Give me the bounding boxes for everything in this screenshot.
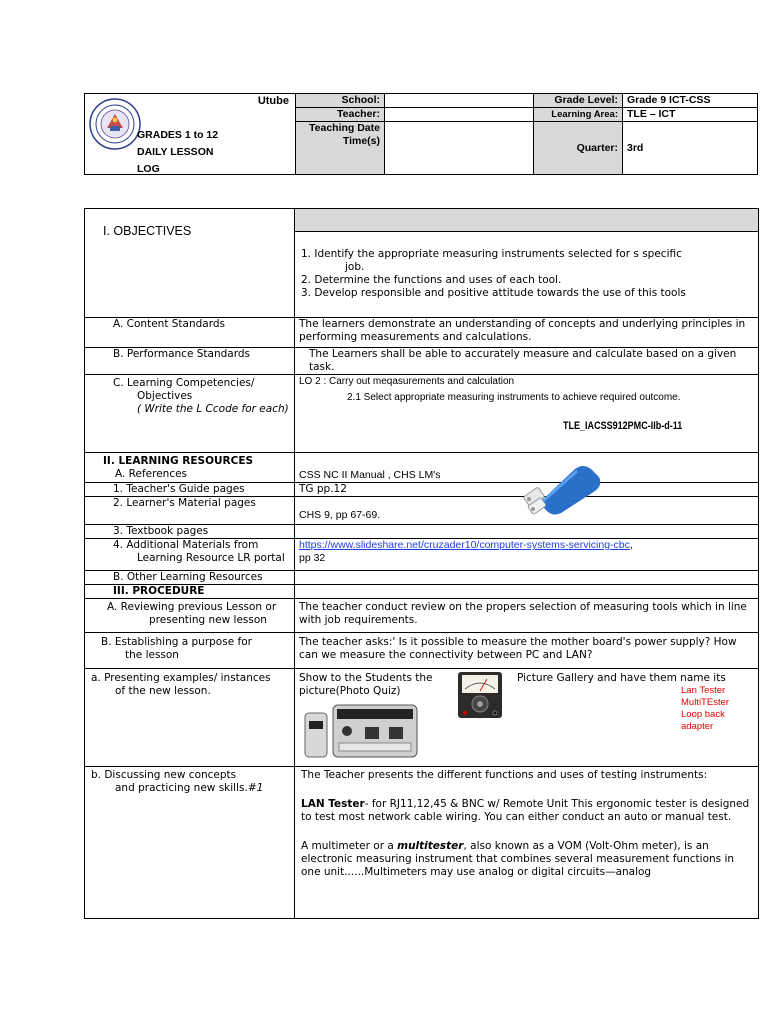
grade-level-value: Grade 9 ICT-CSS (623, 94, 758, 108)
school-name-top: Utube (257, 95, 289, 107)
discussing-label (85, 767, 295, 919)
resources-heading-cell (85, 453, 295, 483)
review-label-2: presenting new lesson (149, 614, 267, 626)
additional-label (85, 539, 295, 571)
teaching-date-value (385, 122, 534, 175)
dll-title (137, 127, 218, 178)
competencies-label-3: ( Write the L Ccode for each) (137, 403, 289, 415)
references-value (295, 453, 759, 483)
examples-value (295, 669, 759, 767)
additional-label-2: Learning Resource LR portal (137, 552, 285, 564)
additional-pages: pp 32 (299, 552, 326, 564)
competencies-label-2: Objectives (137, 390, 193, 402)
lan-tester-title: LAN Tester (301, 798, 365, 810)
lan-tester-desc (301, 798, 754, 824)
objectives-heading: I. OBJECTIVES (103, 224, 192, 238)
school-value (385, 94, 534, 108)
lan-tester-image (303, 701, 421, 763)
lan-tester-text: - for RJ11,12,45 & BNC w/ Remote Unit This ergonomic tester is designed to test most network cable wiring. You can either conduct an auto or manual test. (301, 798, 750, 823)
discussing-label-1: b. Discussing new concepts (91, 769, 237, 781)
slideshare-link[interactable]: https://www.slideshare.net/cruzader10/computer-systems-servicing-cbc (299, 539, 630, 551)
learning-area-value: TLE – ICT (623, 108, 758, 122)
additional-value (295, 539, 759, 571)
multi-text: , also known as a VOM (Volt-Ohm meter), is an electronic measuring instrument that combines several measurement functions in one unit......Multimeters may use analog or digital circuits—analog (301, 840, 735, 878)
competencies-value (295, 375, 759, 453)
other-label: B. Other Learning Resources (85, 571, 295, 585)
objective-item: 2. Determine the functions and uses of each tool. (301, 274, 562, 286)
review-label (85, 599, 295, 633)
objective-item: 1. Identify the appropriate measuring instruments selected for s specific (301, 248, 682, 260)
lesson-table (84, 208, 759, 919)
discussing-label-2: and practicing new skills. (115, 782, 248, 794)
multitester-image (457, 671, 503, 719)
teacher-label: Teacher: (296, 108, 385, 122)
time-text: Time(s) (342, 135, 380, 148)
examples-text-1: Show to the Students the (299, 672, 433, 684)
competencies-label-1: C. Learning Competencies/ (113, 377, 255, 389)
quarter-label: Quarter: (534, 122, 623, 175)
purpose-label-2: the lesson (125, 649, 179, 661)
lc-code: TLE_IACSS912PMC-IIb-d-11 (563, 420, 683, 432)
title-line-3: LOG (137, 163, 160, 175)
discussing-intro: The Teacher presents the different functions and uses of testing instruments: (301, 769, 708, 781)
grade-level-label: Grade Level: (534, 94, 623, 108)
review-value: The teacher conduct review on the propers selection of measuring tools which in line with job requirements. (295, 599, 759, 633)
resources-heading: II. LEARNING RESOURCES (103, 455, 254, 467)
examples-label (85, 669, 295, 767)
textbook-value (295, 525, 759, 539)
red-label: Loop back (681, 709, 725, 720)
lm-label: 2. Learner's Material pages (85, 497, 295, 525)
quarter-value: 3rd (623, 122, 758, 175)
content-standards-label: A. Content Standards (85, 318, 295, 348)
link-suffix: , (629, 539, 633, 551)
lo-line-1: LO 2 : Carry out meqasurements and calculation (299, 376, 515, 387)
title-line-2: DAILY LESSON (137, 146, 214, 158)
teaching-date-label (296, 122, 385, 175)
textbook-label: 3. Textbook pages (85, 525, 295, 539)
school-label: School: (296, 94, 385, 108)
title-line-1: GRADES 1 to 12 (137, 129, 219, 141)
discussing-value (295, 767, 759, 919)
objectives-heading-cell (85, 209, 295, 318)
teacher-value (385, 108, 534, 122)
red-label: adapter (681, 721, 714, 732)
purpose-label-1: B. Establishing a purpose for (101, 636, 252, 648)
multi-pre: A multimeter or a (301, 840, 398, 852)
multi-bold: multitester (397, 840, 464, 852)
school-title-cell (85, 94, 296, 175)
loopback-adapter-image (519, 455, 611, 517)
red-label: Lan Tester (681, 685, 726, 696)
examples-text-2: picture(Photo Quiz) (299, 685, 401, 697)
examples-label-2: of the new lesson. (115, 685, 211, 697)
objectives-list (295, 232, 759, 318)
tg-value: TG pp.12 (295, 483, 759, 497)
procedure-heading: III. PROCEDURE (85, 585, 295, 599)
objectives-shaded-band (295, 209, 759, 232)
objective-item: job. (345, 261, 365, 273)
lm-value: CHS 9, pp 67-69. (295, 497, 759, 525)
procedure-empty (295, 585, 759, 599)
learning-area-label: Learning Area: (534, 108, 623, 122)
tg-label: 1. Teacher's Guide pages (85, 483, 295, 497)
references-label: A. References (115, 468, 188, 480)
header-table (84, 93, 758, 175)
examples-label-1: a. Presenting examples/ instances (91, 672, 271, 684)
red-label: MultiTEster (681, 697, 730, 708)
teaching-date-text: Teaching Date (309, 122, 380, 135)
objective-item: 3. Develop responsible and positive attitude towards the use of this tools (301, 287, 686, 299)
performance-standards-label: B. Performance Standards (85, 348, 295, 375)
content-standards-value: The learners demonstrate an understanding of concepts and underlying principles in performing measurements and calculations. (295, 318, 759, 348)
discussing-label-num: #1 (247, 782, 264, 794)
lo-line-2: 2.1 Select appropriate measuring instruments to achieve required outcome. (347, 392, 681, 403)
additional-label-1: 4. Additional Materials from (113, 539, 259, 551)
picture-gallery-text: Picture Gallery and have them name its (517, 672, 726, 684)
performance-standards-value: The Learners shall be able to accurately measure and calculate based on a given task. (295, 348, 759, 375)
references-text: CSS NC II Manual , CHS LM's (299, 469, 441, 481)
purpose-label (85, 633, 295, 669)
other-value (295, 571, 759, 585)
competencies-label (85, 375, 295, 453)
multitester-desc (301, 840, 754, 879)
purpose-value: The teacher asks:' Is it possible to measure the mother board's power supply? How can we measure the connectivity between PC and LAN? (295, 633, 759, 669)
review-label-1: A. Reviewing previous Lesson or (107, 601, 277, 613)
red-labels (681, 685, 729, 733)
